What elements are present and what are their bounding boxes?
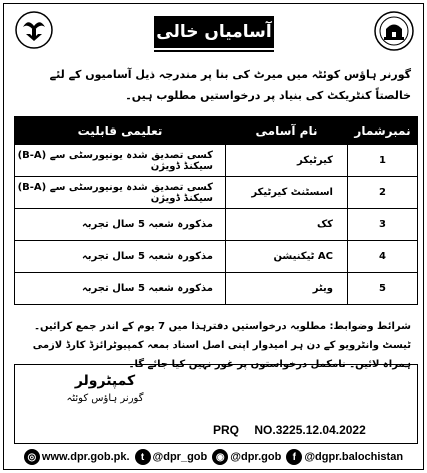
advertisement-page <box>3 3 424 470</box>
vacancies-table <box>14 116 418 305</box>
title-underline <box>154 50 274 52</box>
instagram-handle: @dpr.gob <box>230 451 282 463</box>
facebook-icon: f <box>286 449 302 465</box>
twitter-link[interactable] <box>135 449 208 465</box>
website-text: www.dpr.gob.pk. <box>41 451 130 463</box>
row-post: کیرٹیکر <box>226 145 348 177</box>
reference-number <box>213 423 366 437</box>
header-qualification: تعلیمی قابلیت <box>15 117 226 145</box>
website-link[interactable] <box>24 449 130 465</box>
signatory-office: گورنر ہاؤس کوئٹہ <box>66 393 144 404</box>
facebook-handle: @dgpr.balochistan <box>304 451 404 463</box>
row-qualification: کسی تصدیق شدہ یونیورسٹی سے (B-A) سیکنڈ ڈویژن <box>15 177 226 209</box>
header-post: نام آسامی <box>226 117 348 145</box>
header-serial: نمبرشمار <box>348 117 418 145</box>
terms-and-conditions: شرائط وضوابط: مطلوبہ درخواستیں دفترہذا میں 7 یوم کے اندر جمع کرائیں۔ ٹیسٹ وانٹرویو کے دن ہر امیدوار اپنی اصل اسناد بمعہ کمپیوٹرائزڈ کارڈ لازمی ہمراہ لائیں۔ نامکمل درخواستوں پر غور نہیں کیا جائے گا۔ <box>32 321 411 370</box>
globe-icon: ◎ <box>24 449 40 465</box>
signatory-title: کمپٹرولر <box>74 373 136 389</box>
row-qualification: مذکورہ شعبہ 5 سال تجربہ <box>15 273 226 305</box>
twitter-handle: @dpr_gob <box>152 451 208 463</box>
row-serial: 5 <box>348 273 418 305</box>
table-header-row <box>15 117 418 145</box>
row-serial: 2 <box>348 177 418 209</box>
social-links <box>0 446 427 468</box>
governor-house-seal-icon <box>373 10 415 52</box>
table-row <box>15 145 418 177</box>
page-title: آسامیاں خالی <box>154 16 274 48</box>
table-row <box>15 209 418 241</box>
table-row <box>15 177 418 209</box>
row-qualification: کسی تصدیق شدہ یونیورسٹی سے (B-A) سیکنڈ ڈویژن <box>15 145 226 177</box>
row-qualification: مذکورہ شعبہ 5 سال تجربہ <box>15 241 226 273</box>
row-serial: 3 <box>348 209 418 241</box>
facebook-link[interactable] <box>286 449 403 465</box>
row-post: AC ٹیکنیشن <box>226 241 348 273</box>
row-qualification: مذکورہ شعبہ 5 سال تجربہ <box>15 209 226 241</box>
signature-block <box>45 373 165 404</box>
instagram-icon: ◉ <box>212 449 228 465</box>
reference-label: PRQ <box>213 423 240 437</box>
row-post: کک <box>226 209 348 241</box>
row-serial: 1 <box>348 145 418 177</box>
row-post: ویٹر <box>226 273 348 305</box>
table-row <box>15 273 418 305</box>
table-row <box>15 241 418 273</box>
reference-value: NO.3225.12.04.2022 <box>254 423 366 437</box>
footer-box <box>14 364 418 444</box>
row-serial: 4 <box>348 241 418 273</box>
row-post: اسسٹنٹ کیرٹیکر <box>226 177 348 209</box>
instagram-link[interactable] <box>212 449 281 465</box>
intro-text: گورنر ہاؤس کوئٹہ میں میرٹ کی بنا پر مندرجہ ذیل آسامیوں کے لئے خالصتاً کنٹریکٹ کی بنیاد پر درخواستیں مطلوب ہیں۔ <box>49 68 411 102</box>
twitter-icon: t <box>135 449 151 465</box>
balochistan-emblem-icon <box>14 10 54 50</box>
